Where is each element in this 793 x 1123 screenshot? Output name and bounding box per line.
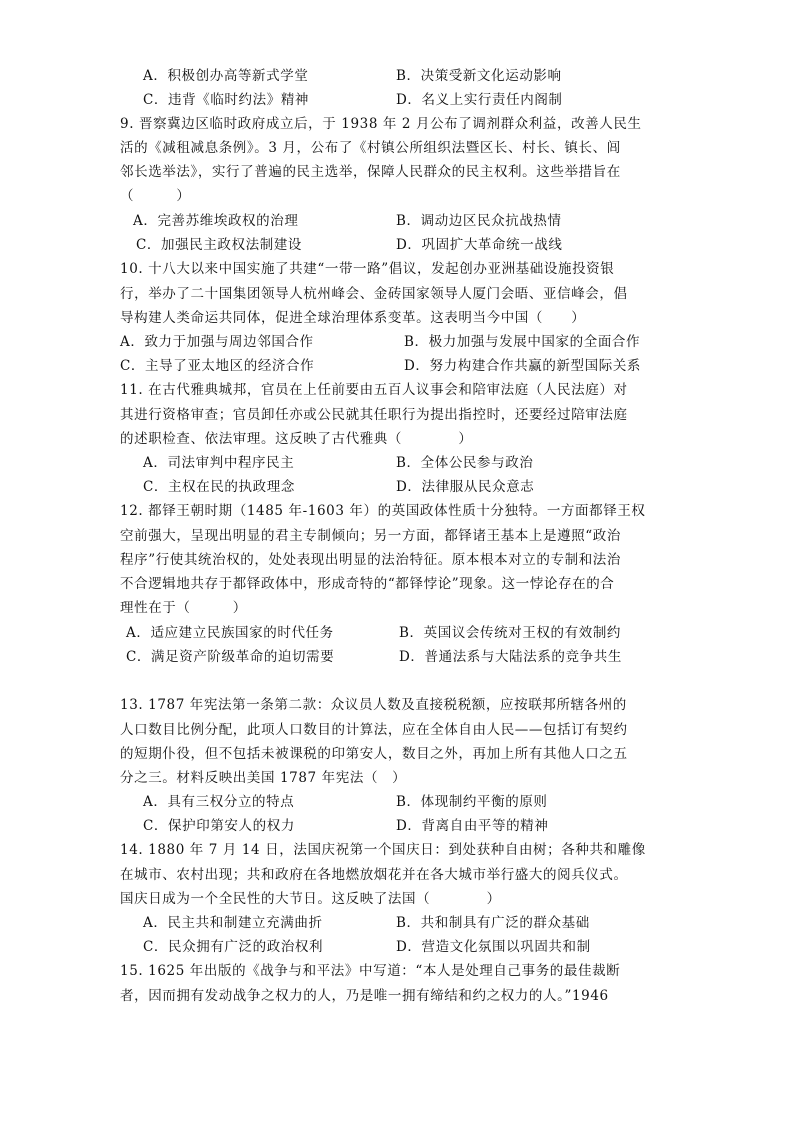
q14-option-c: C．民众拥有广泛的政治权利 [143, 939, 324, 955]
q14-stem-line: 在城市、农村出现；共和政府在各地燃放烟花并在各大城市举行盛大的阅兵仪式。 [120, 867, 628, 883]
q15-stem-line: 者，因而拥有发动战争之权力的人，乃是唯一拥有缔结和约之权力的人。”1946 [120, 988, 609, 1004]
q10-option-b: B．极力加强与发展中国家的全面合作 [404, 334, 641, 350]
q11-option-d: D．法律服从民众意志 [396, 479, 535, 495]
q10-stem-line: 10. 十八大以来中国实施了共建“一带一路”倡议，发起创办亚洲基础设施投资银 [120, 261, 615, 277]
q12-option-a: A．适应建立民族国家的时代任务 [126, 625, 334, 641]
q12-stem-line: 空前强大，呈现出明显的君主专制倾向；另一方面，都铎诸王基本上是遵照“政治 [120, 528, 622, 544]
q14-option-b: B．共和制具有广泛的群众基础 [396, 915, 590, 931]
q13-stem-line: 的短期仆役，但不包括未被课税的印第安人，数目之外，再加上所有其他人口之五 [120, 746, 628, 762]
q10-option-d: D．努力构建合作共赢的新型国际关系 [404, 358, 642, 374]
q9-stem-line: 9. 晋察冀边区临时政府成立后，于 1938 年 2 月公布了调剂群众利益，改善人民生 [120, 116, 642, 132]
q13-option-c: C．保护印第安人的权力 [143, 818, 295, 834]
q10-option-c: C．主导了亚太地区的经济合作 [120, 358, 315, 374]
q14-option-d: D．营造文化氛围以巩固共和制 [396, 939, 591, 955]
q11-option-a: A．司法审判中程序民主 [143, 455, 295, 471]
q13-stem-line: 13. 1787 年宪法第一条第二款：众议员人数及直接税税额，应按联邦所辖各州的 [120, 697, 627, 713]
q9-option-b: B．调动边区民众抗战热情 [396, 213, 562, 229]
q10-stem-line: 导构建人类命运共同体，促进全球治理体系变革。这表明当今中国（ ） [120, 310, 586, 326]
q8-option-d: D．名义上实行责任内阁制 [396, 92, 563, 108]
q11-stem-line: 其进行资格审查；官员卸任亦或公民就其任职行为提出指控时，还要经过陪审法庭 [120, 407, 628, 423]
q9-stem-line: 邻长选举法》，实行了普遍的民主选举，保障人民群众的民主权利。这些举措旨在 [120, 164, 621, 180]
q8-option-a: A．积极创办高等新式学堂 [143, 68, 309, 84]
q8-option-b: B．决策受新文化运动影响 [396, 68, 562, 84]
q13-option-b: B．体现制约平衡的原则 [396, 794, 548, 810]
q9-stem-line: （ ） [120, 188, 191, 204]
q15-stem-line: 15. 1625 年出版的《战争与和平法》中写道：“本人是处理自己事务的最佳裁断 [120, 963, 621, 979]
q12-option-c: C．满足资产阶级革命的迫切需要 [126, 649, 335, 665]
q12-stem-line: 12. 都铎王朝时期（1485 年-1603 年）的英国政体性质十分独特。一方面都铎王权 [120, 503, 646, 519]
q8-option-c: C．违背《临时约法》精神 [143, 92, 310, 108]
q10-stem-line: 行，举办了二十国集团领导人杭州峰会、金砖国家领导人厦门会晤、亚信峰会，倡 [120, 286, 628, 302]
q14-stem-line: 14. 1880 年 7 月 14 日，法国庆祝第一个国庆日：到处获种自由树；各种共和雕像 [120, 842, 646, 858]
q14-stem-line: 国庆日成为一个全民性的大节日。这反映了法国（ ） [120, 891, 501, 907]
q9-option-c: C．加强民主政权法制建设 [136, 237, 303, 253]
q13-option-d: D．背离自由平等的精神 [396, 818, 549, 834]
q12-stem-line: 程序”行使其统治权的，处处表现出明显的法治特征。原本根本对立的专制和法治 [120, 552, 622, 568]
q13-stem-line: 人口数目比例分配，此项人口数目的计算法，应在全体自由人民——包括订有契约 [120, 722, 628, 738]
q12-option-b: B．英国议会传统对王权的有效制约 [399, 625, 622, 641]
q11-option-c: C．主权在民的执政理念 [143, 479, 295, 495]
q9-stem-line: 活的《减租减息条例》。3 月，公布了《村镇公所组织法暨区长、村长、镇长、闾 [120, 140, 621, 156]
q11-option-b: B．全体公民参与政治 [396, 455, 534, 471]
q13-stem-line: 分之三。材料反映出美国 1787 年宪法（ ） [120, 770, 407, 786]
q12-option-d: D．普通法系与大陆法系的竞争共生 [399, 649, 622, 665]
q9-option-d: D．巩固扩大革命统一战线 [396, 237, 563, 253]
q12-stem-line: 理性在于（ ） [120, 600, 247, 616]
q13-option-a: A．具有三权分立的特点 [143, 794, 295, 810]
q12-stem-line: 不合逻辑地共存于都铎政体中，形成奇特的“都铎悖论”现象。这一悖论存在的合 [120, 576, 615, 592]
q11-stem-line: 的述职检查、依法审理。这反映了古代雅典（ ） [120, 431, 473, 447]
q11-stem-line: 11. 在古代雅典城邦，官员在上任前要由五百人议事会和陪审法庭（人民法庭）对 [120, 382, 628, 398]
q10-option-a: A．致力于加强与周边邻国合作 [120, 334, 314, 350]
q14-option-a: A．民主共和制建立充满曲折 [143, 915, 323, 931]
q9-option-a: A．完善苏维埃政权的治理 [133, 213, 299, 229]
